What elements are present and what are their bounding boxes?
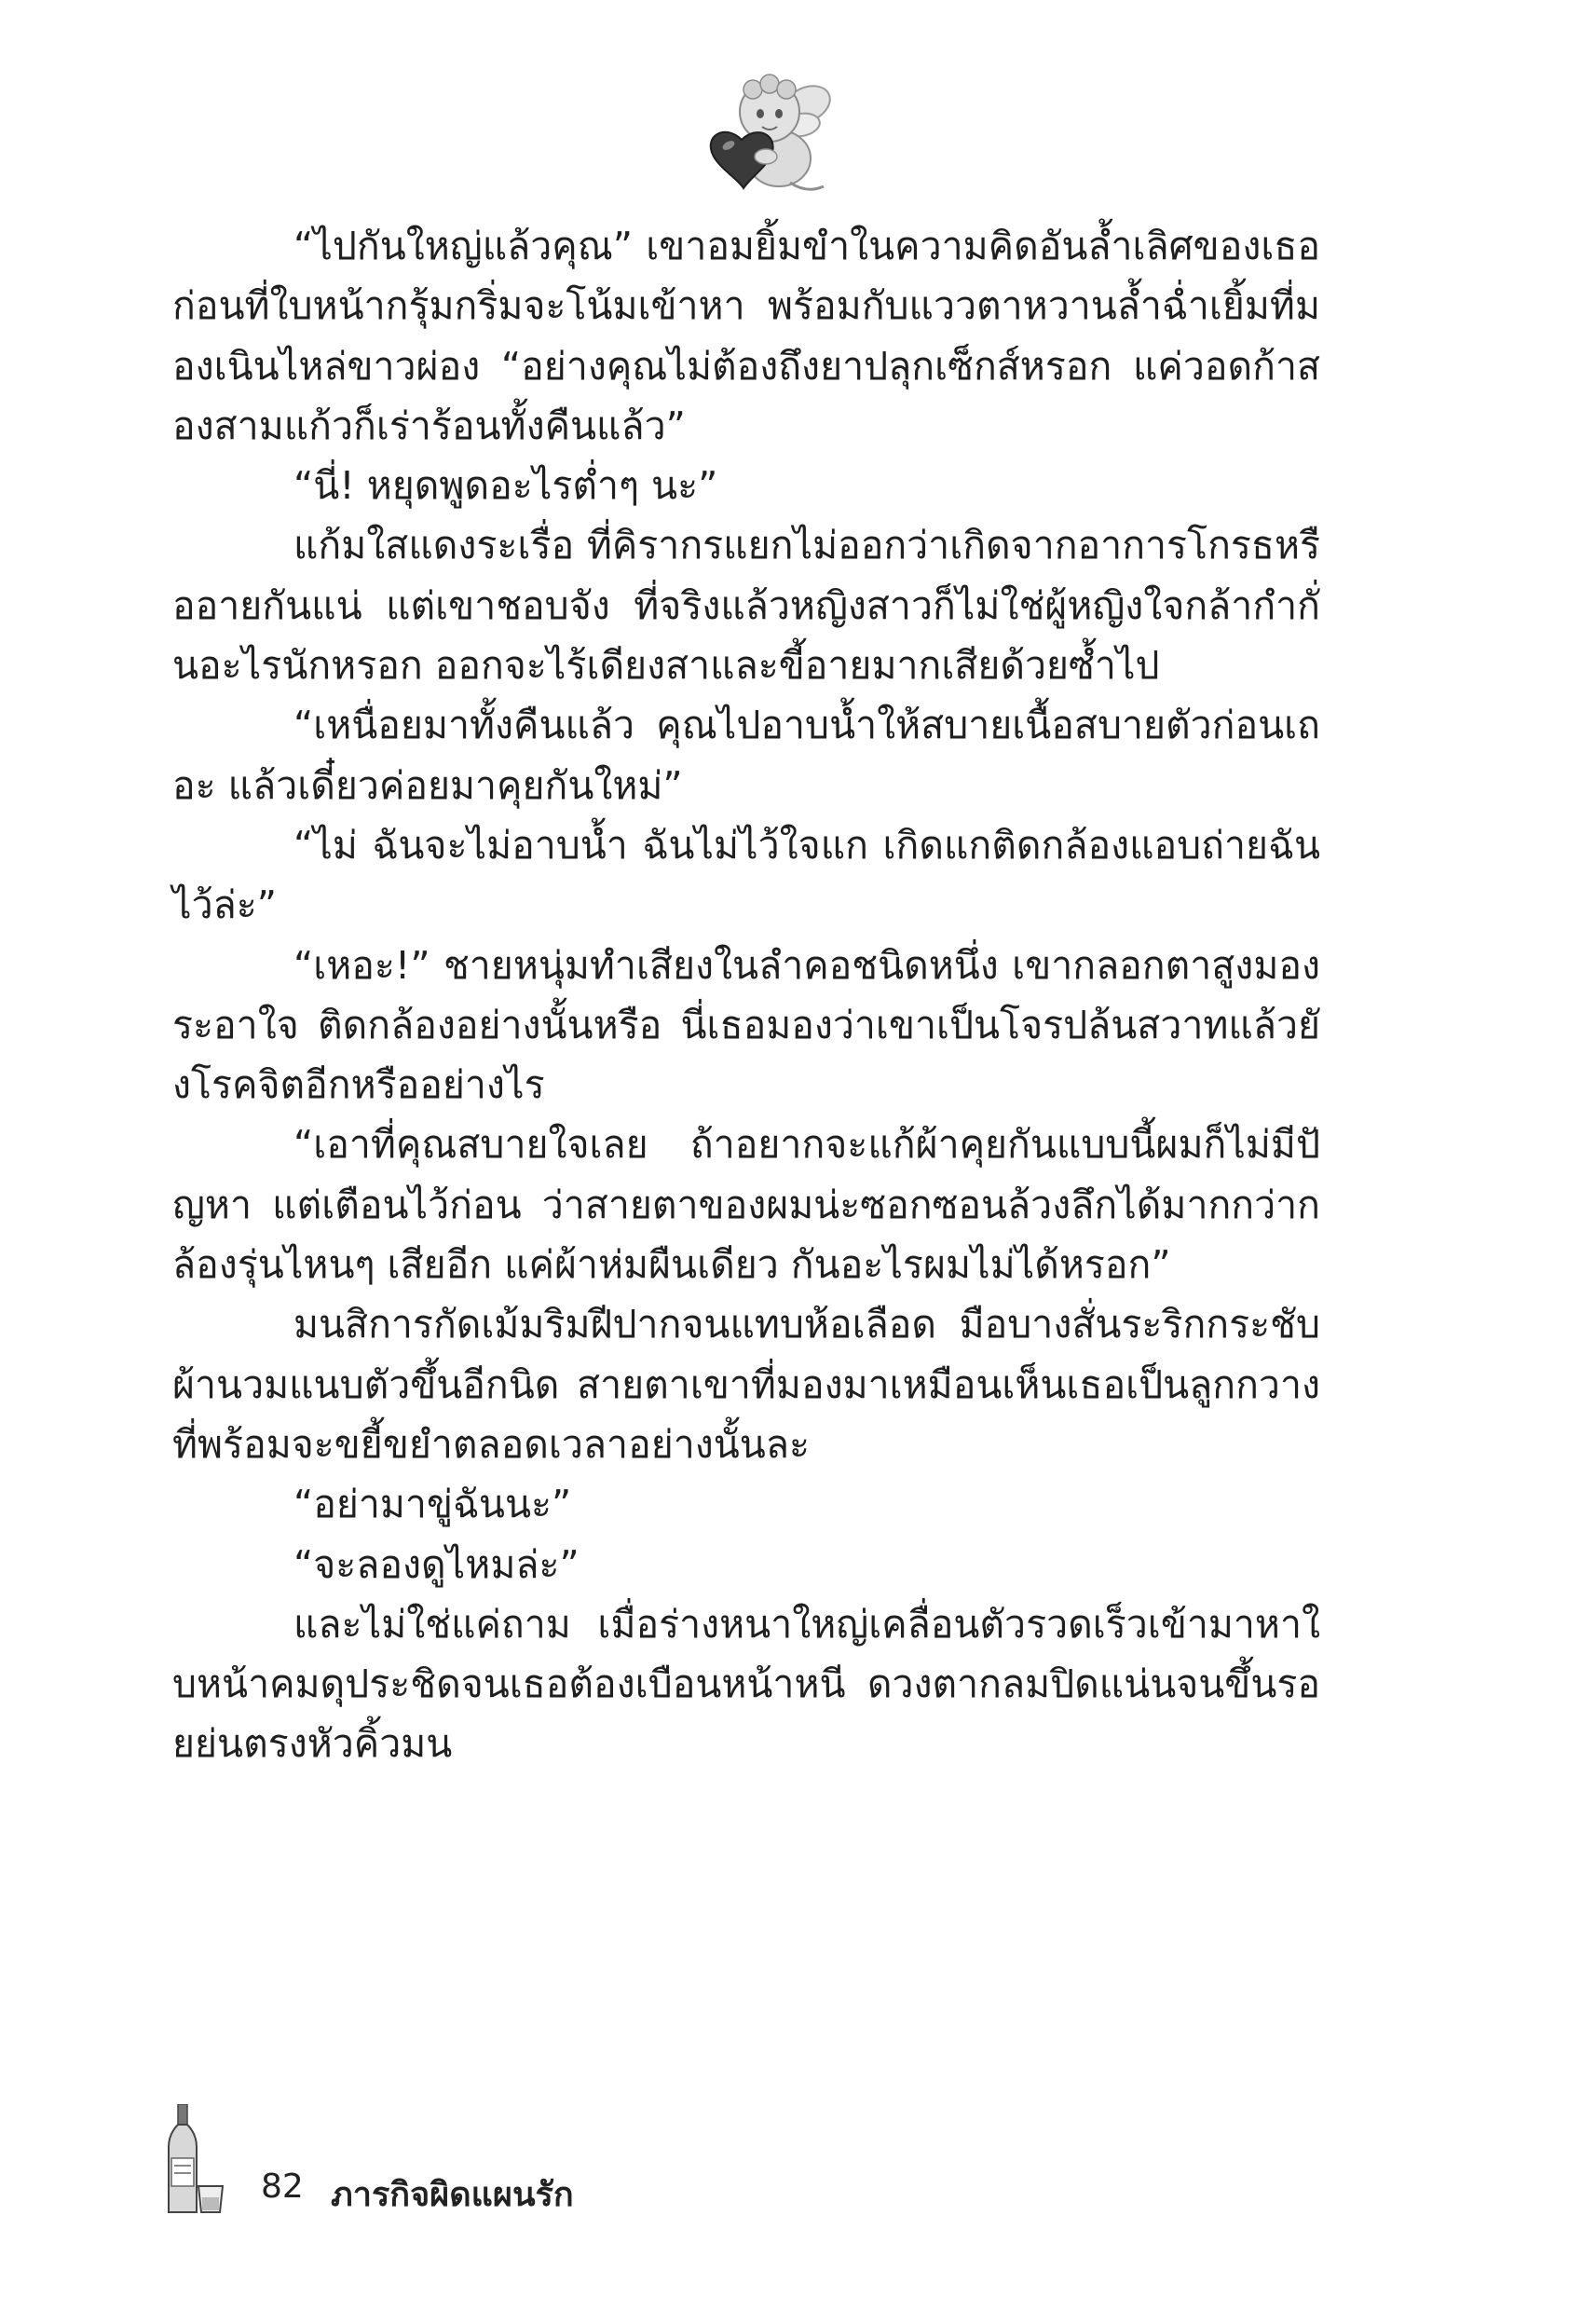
paragraph: และไม่ใช่แค่ถาม เมื่อร่างหนาใหญ่เคลื่อนตัวรวดเร็วเข้ามาหาใบหน้าคมดุประชิดจนเธอต้องเบือนหน้าหนี ดวงตากลมปิดแน่นจนขึ้นรอยย่นตรงหัวคิ้วมน — [172, 1601, 1320, 1767]
paragraph: “ไปกันใหญ่แล้วคุณ” เขาอมยิ้มขำในความคิดอันล้ำเลิศของเธอก่อนที่ใบหน้ากรุ้มกริ่มจะโน้มเข้าหา พร้อมกับแววตาหวานล้ำฉ่ำเยิ้มที่มองเนินไหล่ขาวผ่อง “อย่างคุณไม่ต้องถึงยาปลุกเซ็กส์หรอก แค่วอดก้าสองสามแก้วก็เร่าร้อนทั้งคืนแล้ว” — [172, 224, 1320, 448]
paragraph: “อย่ามาขู่ฉันนะ” — [293, 1482, 572, 1527]
paragraph: “เหนื่อยมาทั้งคืนแล้ว คุณไปอาบน้ำให้สบายเนื้อสบายตัวก่อนเถอะ แล้วเดี๋ยวค่อยมาคุยกันใหม่” — [172, 703, 1320, 808]
paragraph: “เหอะ!” ชายหนุ่มทำเสียงในลำคอชนิดหนึ่ง เขากลอกตาสูงมองระอาใจ ติดกล้องอย่างนั้นหรือ นี่เธอมองว่าเขาเป็นโจรปล้นสวาทแล้วยังโรคจิตอีกหรืออย่างไร — [172, 942, 1320, 1108]
paragraph: “จะลองดูไหมล่ะ” — [293, 1541, 580, 1587]
story-text — [172, 216, 1320, 1774]
paragraph: “ไม่ ฉันจะไม่อาบน้ำ ฉันไม่ไว้ใจแก เกิดแกติดกล้องแอบถ่ายฉันไว้ล่ะ” — [172, 822, 1320, 928]
page-footer — [163, 2104, 815, 2216]
paragraph: “เอาที่คุณสบายใจเลย ถ้าอยากจะแก้ผ้าคุยกันแบบนี้ผมก็ไม่มีปัญหา แต่เตือนไว้ก่อน ว่าสายตาของผมน่ะซอกซอนล้วงลึกได้มากกว่ากล้องรุ่นไหนๆ เสียอีก แค่ผ้าห่มผืนเดียว กันอะไรผมไม่ได้หรอก” — [172, 1122, 1320, 1288]
paragraph: มนสิการกัดเม้มริมฝีปากจนแทบห้อเลือด มือบางสั่นระริกกระชับผ้านวมแนบตัวขึ้นอีกนิด สายตาเขาที่มองมาเหมือนเห็นเธอเป็นลูกกวางที่พร้อมจะขยี้ขยำตลอดเวลาอย่างนั้นละ — [172, 1302, 1320, 1467]
book-title: ภารกิจผิดแผนรัก — [331, 2176, 574, 2214]
paragraph: แก้มใสแดงระเรื่อ ที่คิรากรแยกไม่ออกว่าเกิดจากอาการโกรธหรืออายกันแน่ แต่เขาชอบจัง ที่จริงแล้วหญิงสาวก็ไม่ใช่ผู้หญิงใจกล้ากำกั่นอะไรนักหรอก ออกจะไร้เดียงสาและขี้อายมากเสียด้วยซ้ำไป — [172, 523, 1320, 689]
page-number: 82 — [261, 2167, 304, 2206]
paragraph: “นี่! หยุดพูดอะไรต่ำๆ นะ” — [293, 463, 718, 509]
cupid-with-heart-icon — [697, 67, 837, 202]
vodka-bottle-glass-icon — [163, 2104, 226, 2216]
